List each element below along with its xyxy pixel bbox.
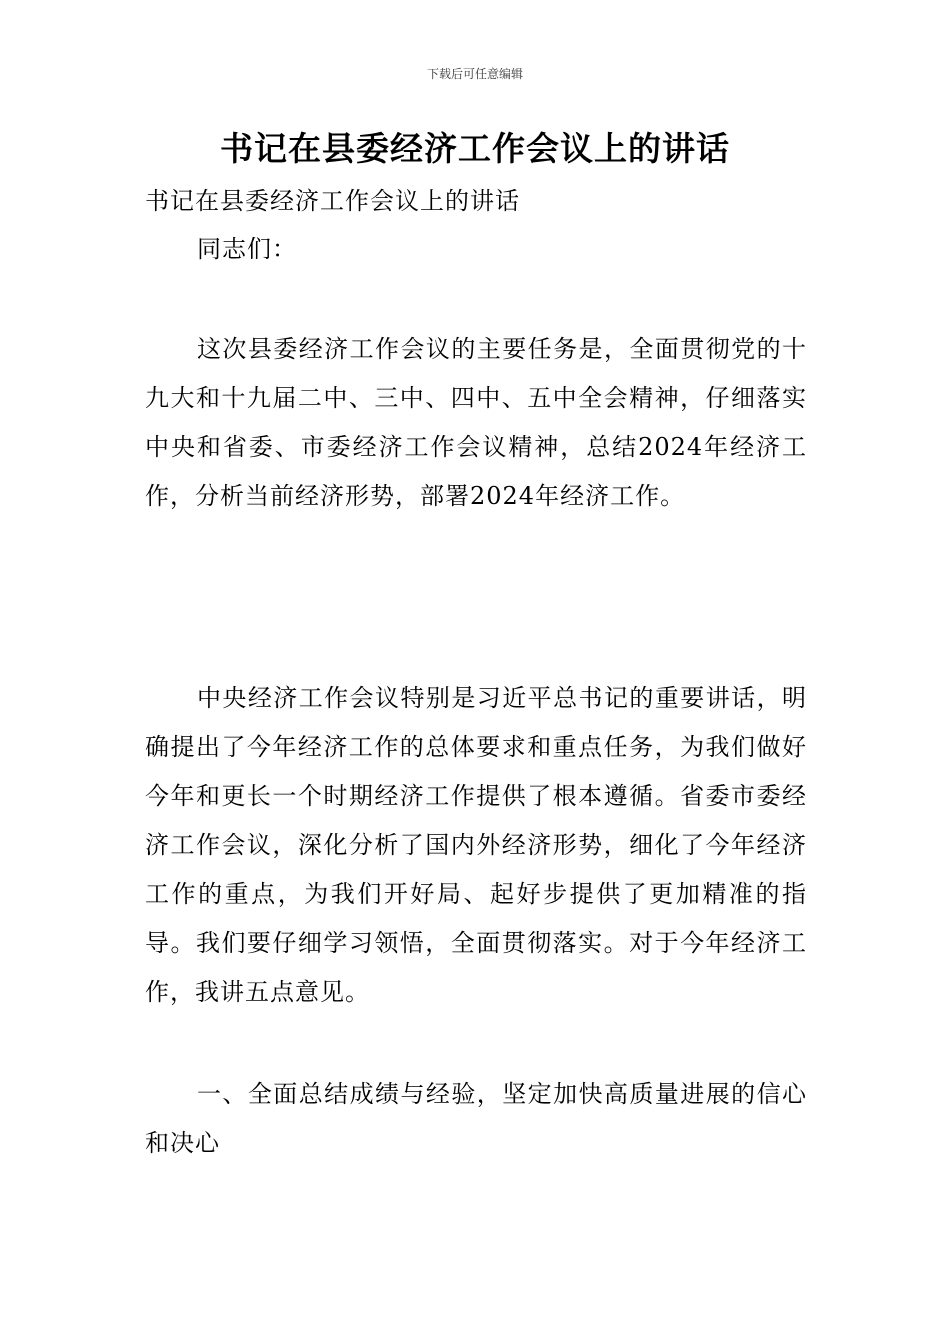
body-paragraph-2: 中央经济工作会议特别是习近平总书记的重要讲话，明确提出了今年经济工作的总体要求和重点任务，为我们做好今年和更长一个时期经济工作提供了根本遵循。省委市委经济工作会议，深化分析了国内外经济形势，细化了今年经济工作的重点，为我们开好局、起好步提供了更加精准的指导。我们要仔细学习领悟，全面贯彻落实。对于今年经济工作，我讲五点意见。: [145, 684, 807, 1006]
document-subtitle: 书记在县委经济工作会议上的讲话: [145, 187, 520, 215]
header-note: 下载后可任意编辑: [426, 67, 523, 81]
greeting: 同志们：: [197, 235, 297, 263]
section-heading-1: 一、全面总结成绩与经验，坚定加快高质量进展的信心和决心: [145, 1080, 807, 1157]
body-paragraph-1: 这次县委经济工作会议的主要任务是，全面贯彻党的十九大和十九届二中、三中、四中、五中全会精神，仔细落实中央和省委、市委经济工作会议精神，总结2024年经济工作，分析当前经济形势，部署2024年经济工作。: [145, 335, 807, 510]
document-title: 书记在县委经济工作会议上的讲话: [220, 129, 730, 168]
